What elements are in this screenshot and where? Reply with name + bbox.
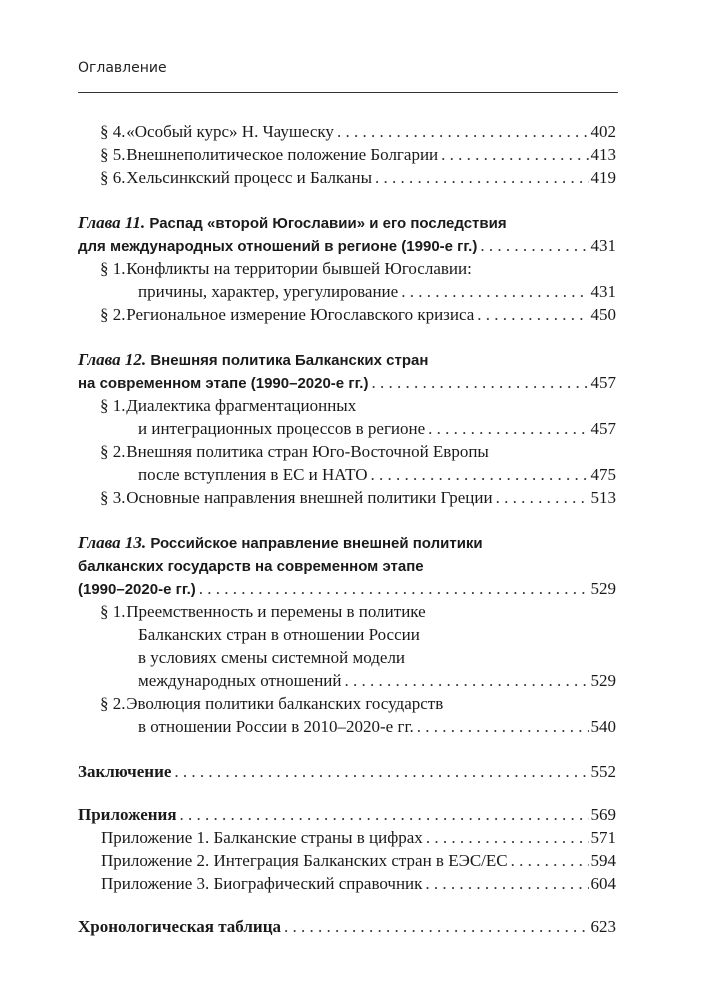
entry-title: международных отношений — [138, 671, 342, 690]
page-number: 402 — [590, 122, 616, 141]
chapter-11-heading-cont[interactable] — [78, 234, 616, 257]
entry-title: Приложения — [78, 805, 177, 824]
entry-title: после вступления в ЕС и НАТО — [138, 465, 368, 484]
chapter-label: Глава 12. — [78, 350, 147, 369]
leader-dots — [428, 417, 588, 440]
section-number: § 2. — [100, 442, 126, 461]
leader-dots — [180, 803, 589, 826]
toc-entry[interactable] — [78, 486, 616, 509]
leader-dots — [417, 715, 589, 738]
section-number: § 1. — [100, 396, 126, 415]
page-number: 450 — [590, 305, 616, 324]
header-rule — [78, 92, 618, 93]
page-number: 457 — [590, 373, 616, 392]
entry-title: причины, характер, урегулирование — [138, 282, 399, 301]
toc-entry[interactable] — [78, 849, 616, 872]
toc-entry[interactable] — [78, 257, 616, 280]
toc-entry-cont[interactable] — [78, 623, 616, 646]
entry-title: Хронологическая таблица — [78, 917, 281, 936]
entry-title: Приложение 3. Биографический справочник — [101, 874, 423, 893]
entry-title: и интеграционных процессов в регионе — [138, 419, 426, 438]
chapter-title-line: на современном этапе (1990–2020-е гг.) — [78, 375, 369, 392]
toc-entry[interactable] — [78, 143, 616, 166]
chapter-label: Глава 13. — [78, 533, 147, 552]
toc-entry[interactable] — [78, 872, 616, 895]
entry-title: в условиях смены системной модели — [138, 648, 406, 667]
leader-dots — [284, 915, 589, 938]
entry-title: Региональное измерение Югославского кризиса — [126, 305, 475, 324]
page-number: 604 — [590, 874, 616, 893]
section-number: § 3. — [100, 488, 126, 507]
section-number: § 4. — [100, 122, 126, 141]
chapter-title-line: для международных отношений в регионе (1990-е гг.) — [78, 238, 478, 255]
entry-title: Диалектика фрагментационных — [126, 396, 357, 415]
chapter-title-line: Российское направление внешней политики — [150, 535, 483, 552]
toc-entry[interactable] — [78, 692, 616, 715]
page-number: 569 — [590, 805, 616, 824]
leader-dots — [371, 371, 588, 394]
toc-entry-cont[interactable] — [78, 646, 616, 669]
toc-entry-cont[interactable] — [78, 715, 616, 738]
leader-dots — [401, 280, 588, 303]
toc-entry[interactable] — [78, 303, 616, 326]
entry-title: Эволюция политики балканских государств — [126, 694, 444, 713]
leader-dots — [199, 577, 589, 600]
leader-dots — [371, 463, 589, 486]
entry-title: Приложение 1. Балканские страны в цифрах — [101, 828, 423, 847]
toc-entry-cont[interactable] — [78, 417, 616, 440]
leader-dots — [511, 849, 589, 872]
entry-title: Основные направления внешней политики Греции — [126, 488, 493, 507]
running-header: Оглавление — [78, 60, 167, 76]
leader-dots — [496, 486, 589, 509]
chapter-title-line: Внешняя политика Балканских стран — [150, 352, 429, 369]
entry-title: Приложение 2. Интеграция Балканских стран в ЕЭС/ЕС — [101, 851, 508, 870]
chapter-13-heading[interactable] — [78, 531, 616, 554]
leader-dots — [477, 303, 588, 326]
page-number: 513 — [590, 488, 616, 507]
chapter-title-line: Распад «второй Югославии» и его последствия — [149, 215, 507, 232]
toc-entry-cont[interactable] — [78, 463, 616, 486]
page-number: 457 — [590, 419, 616, 438]
toc-entry[interactable] — [78, 394, 616, 417]
leader-dots — [480, 234, 588, 257]
toc-entry[interactable] — [78, 826, 616, 849]
chapter-title-line: балканских государств на современном этапе — [78, 558, 424, 575]
section-number: § 1. — [100, 259, 126, 278]
leader-dots — [345, 669, 589, 692]
leader-dots — [441, 143, 588, 166]
toc-entry[interactable] — [78, 120, 616, 143]
page-number: 571 — [590, 828, 616, 847]
chapter-13-heading-cont[interactable] — [78, 577, 616, 600]
section-number: § 2. — [100, 694, 126, 713]
page-number: 529 — [590, 579, 616, 598]
toc-entry-appendices[interactable] — [78, 803, 616, 826]
entry-title: Преемственность и перемены в политике — [126, 602, 426, 621]
chapter-title-line: (1990–2020-е гг.) — [78, 581, 196, 598]
toc-entry[interactable] — [78, 440, 616, 463]
toc-entry[interactable] — [78, 600, 616, 623]
entry-title: Заключение — [78, 762, 172, 781]
entry-title: Внешнеполитическое положение Болгарии — [126, 145, 439, 164]
section-number: § 5. — [100, 145, 126, 164]
leader-dots — [425, 872, 588, 895]
entry-title: Конфликты на территории бывшей Югославии: — [126, 259, 472, 278]
page-number: 594 — [590, 851, 616, 870]
entry-title: «Особый курс» Н. Чаушеску — [126, 122, 334, 141]
entry-title: Внешняя политика стран Юго-Восточной Европы — [126, 442, 489, 461]
toc-entry-conclusion[interactable] — [78, 760, 616, 783]
chapter-13-heading-cont[interactable] — [78, 554, 616, 577]
leader-dots — [337, 120, 589, 143]
toc-entry-chronology[interactable] — [78, 915, 616, 938]
chapter-12-heading[interactable] — [78, 348, 616, 371]
page-number: 419 — [590, 168, 616, 187]
toc-entry-cont[interactable] — [78, 280, 616, 303]
page-number: 623 — [590, 917, 616, 936]
chapter-label: Глава 11. — [78, 213, 146, 232]
page-number: 431 — [590, 282, 616, 301]
leader-dots — [174, 760, 588, 783]
leader-dots — [426, 826, 589, 849]
toc-entry-cont[interactable] — [78, 669, 616, 692]
chapter-12-heading-cont[interactable] — [78, 371, 616, 394]
chapter-11-heading[interactable] — [78, 211, 616, 234]
toc-entry[interactable] — [78, 166, 616, 189]
page-number: 475 — [590, 465, 616, 484]
page-number: 529 — [590, 671, 616, 690]
entry-title: Балканских стран в отношении России — [138, 625, 420, 644]
page-number: 540 — [590, 717, 616, 736]
section-number: § 6. — [100, 168, 126, 187]
table-of-contents — [78, 120, 616, 938]
entry-title: в отношении России в 2010–2020-е гг. — [138, 717, 414, 736]
leader-dots — [375, 166, 589, 189]
page-number: 552 — [590, 762, 616, 781]
page-number: 431 — [590, 236, 616, 255]
section-number: § 1. — [100, 602, 126, 621]
section-number: § 2. — [100, 305, 126, 324]
page-number: 413 — [590, 145, 616, 164]
entry-title: Хельсинкский процесс и Балканы — [126, 168, 372, 187]
